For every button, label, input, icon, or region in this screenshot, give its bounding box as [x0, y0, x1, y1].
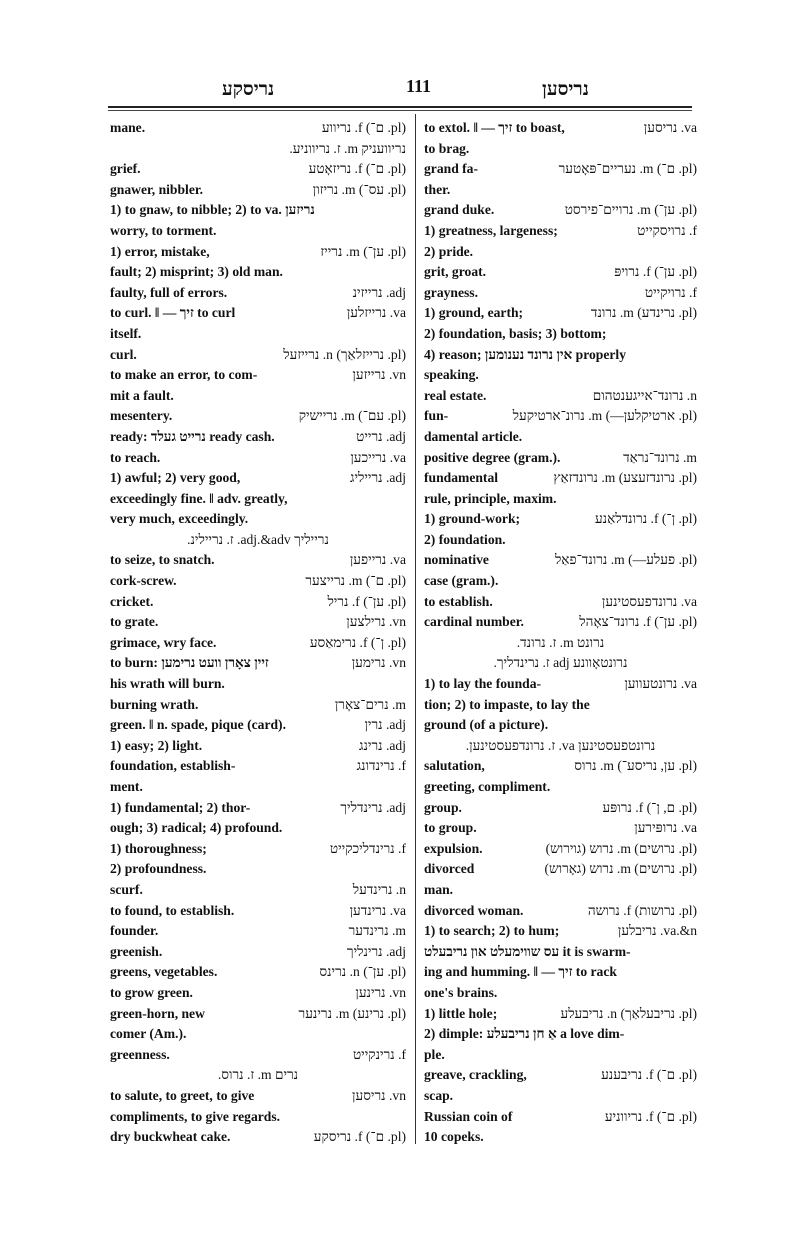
entry-yiddish: (pl. נרינע) m. נרינער	[298, 1005, 406, 1021]
entry-english: to burn: זיין צאָרן וועט נרימען	[110, 655, 269, 671]
entry-english: greens, vegetables.	[110, 964, 218, 980]
entry-english: 1) to lay the founda-	[424, 676, 542, 692]
entry-line	[424, 880, 697, 901]
entry-english: group.	[424, 799, 462, 815]
entry-line	[424, 736, 697, 757]
header-rule	[108, 106, 692, 108]
entry-line	[424, 324, 697, 345]
entry-line	[110, 942, 406, 963]
entry-line	[424, 633, 697, 654]
entry-yiddish: adj. נרין	[364, 717, 406, 733]
entry-line	[110, 406, 406, 427]
entry-yiddish: (pl. נרינדע) m. נרונד	[590, 305, 697, 321]
entry-yiddish: (pl. נריבעלאַך) n. נריבעלע	[560, 1005, 697, 1021]
entry-yiddish: n. נרינדעל	[352, 881, 406, 897]
entry-line	[110, 653, 406, 674]
entry-line	[110, 859, 406, 880]
entry-english: to grate.	[110, 614, 159, 630]
entry-english: founder.	[110, 923, 159, 939]
entry-english: cork-screw.	[110, 573, 177, 589]
entry-yiddish: m. נרונד־נראַד	[623, 449, 697, 465]
entry-yiddish: (pl. נרושים) m. נרוש (גאָרוש)	[544, 861, 697, 877]
entry-yiddish: adj. נרייזינ	[352, 284, 406, 300]
entry-english: divorced	[424, 861, 475, 877]
entry-english: 2) foundation.	[424, 531, 506, 547]
entry-yiddish: (pl. ען־) f. נרונד־צאָהל	[579, 614, 697, 630]
entry-english: mane.	[110, 120, 146, 135]
entry-line	[424, 839, 697, 860]
entry-yiddish: (pl. ם־) f. נריווע	[321, 120, 406, 135]
entry-english: foundation, establish-	[110, 758, 236, 774]
entry-line	[424, 200, 697, 221]
entry-line	[110, 1065, 406, 1086]
entry-english: divorced woman.	[424, 902, 524, 918]
entry-yiddish: adj. נרינליך	[346, 943, 406, 959]
entry-yiddish: (pl. ען־) m. נרויים־פירסט	[564, 202, 697, 218]
entry-english: damental article.	[424, 428, 523, 444]
entry-line	[424, 674, 697, 695]
entry-english: mesentery.	[110, 408, 173, 424]
entry-yiddish: (pl. עס־) m. נריזון	[312, 181, 406, 197]
entry-english: to seize, to snatch.	[110, 552, 215, 568]
entry-line	[424, 942, 697, 963]
entry-english: 1) awful; 2) very good,	[110, 470, 241, 486]
entry-yiddish: n. נרונד־אייגענטהום	[592, 387, 697, 403]
entry-line	[424, 921, 697, 942]
entry-line	[424, 345, 697, 366]
entry-line	[424, 365, 697, 386]
entry-line	[424, 427, 697, 448]
entry-english: grit, groat.	[424, 264, 487, 280]
entry-line	[424, 962, 697, 983]
entry-english: 2) dimple: אַ חן נריבעלע a love dim-	[424, 1026, 625, 1042]
entry-english: ment.	[110, 779, 143, 794]
entry-line	[110, 674, 406, 695]
entry-english: fundamental	[424, 470, 499, 486]
entry-english: his wrath will burn.	[110, 676, 225, 692]
entry-english: grand duke.	[424, 202, 495, 218]
entry-english: to salute, to greet, to give	[110, 1087, 255, 1103]
entry-yiddish: adj. נרינג	[359, 737, 406, 753]
entry-line	[110, 983, 406, 1004]
entry-english: Russian coin of	[424, 1108, 513, 1124]
entry-yiddish: f. נרויקייט	[644, 284, 697, 300]
entry-line	[424, 592, 697, 613]
entry-line	[110, 324, 406, 345]
entry-english: scurf.	[110, 881, 143, 897]
entry-line	[424, 180, 697, 201]
entry-english: worry, to torment.	[110, 222, 217, 238]
entry-english: ough; 3) radical; 4) profound.	[110, 820, 283, 836]
entry-yiddish: (pl. ען, נריסע־) m. נרוס	[574, 758, 697, 774]
entry-english: real estate.	[424, 387, 487, 403]
entry-line	[424, 818, 697, 839]
entry-english: tion; 2) to impaste, to lay the	[424, 696, 590, 712]
entry-english: 2) pride.	[424, 243, 474, 259]
entry-line	[110, 962, 406, 983]
entry-line	[424, 1107, 697, 1128]
left-guide-word: נריסקע	[222, 78, 275, 100]
entry-yiddish: (pl. ם, ן־) f. נרופּע	[602, 799, 697, 815]
entry-line	[110, 736, 406, 757]
entry-english: to brag.	[424, 140, 470, 156]
entry-line	[424, 489, 697, 510]
entry-yiddish: נרים m. ז. נרוס.	[217, 1067, 299, 1083]
entry-line	[110, 118, 406, 139]
entry-yiddish: (pl. ם־) f. נריזאָטע	[308, 161, 406, 177]
entry-english: to grow green.	[110, 984, 193, 1000]
entry-yiddish: נרייליך adj.&adv. ז. נריילינ.	[187, 531, 329, 547]
entry-line	[424, 1024, 697, 1045]
entry-yiddish: va. נרונדפעסטינען	[601, 593, 697, 609]
entry-line	[110, 695, 406, 716]
entry-line	[110, 386, 406, 407]
entry-line	[110, 221, 406, 242]
entry-english: comer (Am.).	[110, 1026, 187, 1042]
entry-yiddish: vn. נרילצען	[346, 614, 406, 630]
entry-english: itself.	[110, 325, 142, 341]
entry-line	[110, 715, 406, 736]
entry-yiddish: va. נרופּירען	[634, 820, 697, 836]
entry-english: 1) to search; 2) to hum;	[424, 923, 560, 939]
entry-line	[110, 1004, 406, 1025]
entry-line	[424, 901, 697, 922]
entry-yiddish: (pl. נרייזלאַך) n. נרייזעל	[283, 346, 406, 362]
entry-line	[424, 715, 697, 736]
entry-line	[110, 345, 406, 366]
header-rule-thin	[108, 110, 692, 111]
entry-line	[424, 406, 697, 427]
entry-english: greenish.	[110, 943, 163, 959]
entry-yiddish: (pl. נרושים) m. נרוש (גוירוש)	[545, 840, 697, 856]
entry-line	[110, 242, 406, 263]
entry-yiddish: (pl. ען־) f. נרויפּ	[614, 264, 697, 280]
entry-english: man.	[424, 881, 454, 897]
entry-yiddish: (pl. ן־) f. נרימאַסע	[309, 634, 406, 650]
entry-line	[110, 468, 406, 489]
entry-yiddish: f. נרינדונג	[356, 758, 406, 774]
entry-line	[110, 633, 406, 654]
entry-line	[424, 777, 697, 798]
entry-english: ing and humming. ‖ — זיך to rack	[424, 964, 617, 980]
entry-yiddish: f. נרינקייט	[352, 1046, 406, 1062]
entry-english: 1) easy; 2) light.	[110, 737, 203, 753]
entry-english: ple.	[424, 1046, 445, 1062]
entry-yiddish: (pl. ארטיקלען—) m. נרונ־ארטיקעל	[512, 408, 697, 424]
entry-english: rule, principle, maxim.	[424, 490, 557, 506]
entry-line	[424, 550, 697, 571]
entry-english: to make an error, to com-	[110, 367, 258, 383]
entry-line	[110, 365, 406, 386]
entry-english: עס שווימעלט און נריבעלט it is swarm-	[424, 943, 631, 959]
entry-line	[110, 592, 406, 613]
entry-english: speaking.	[424, 367, 479, 383]
entry-line	[424, 303, 697, 324]
entry-line	[424, 612, 697, 633]
entry-line	[110, 489, 406, 510]
entry-line	[424, 653, 697, 674]
entry-english: mit a fault.	[110, 387, 174, 403]
entry-line	[110, 1024, 406, 1045]
entry-line	[110, 921, 406, 942]
entry-line	[424, 983, 697, 1004]
entry-line	[424, 139, 697, 160]
entry-english: fault; 2) misprint; 3) old man.	[110, 264, 283, 280]
entry-line	[110, 448, 406, 469]
entry-english: gnawer, nibbler.	[110, 181, 204, 197]
entry-english: burning wrath.	[110, 696, 199, 712]
right-column	[424, 118, 697, 1148]
entry-yiddish: נרונטאָוונע adj ז. נרינדליך.	[493, 655, 628, 671]
entry-line	[110, 777, 406, 798]
entry-line	[110, 798, 406, 819]
entry-line	[110, 1127, 406, 1148]
entry-line	[424, 509, 697, 530]
entry-english: to curl. ‖ — זיך to curl	[110, 305, 236, 321]
entry-yiddish: f. נרינדליכקייט	[329, 840, 406, 856]
entry-line	[424, 448, 697, 469]
entry-english: grief.	[110, 161, 141, 177]
entry-english: 2) profoundness.	[110, 861, 207, 877]
entry-english: very much, exceedingly.	[110, 511, 249, 527]
entry-line	[110, 1045, 406, 1066]
entry-line	[424, 242, 697, 263]
entry-english: grand fa-	[424, 161, 478, 177]
entry-line	[424, 1065, 697, 1086]
entry-yiddish: (pl. ן־) f. נרונדלאַנע	[594, 511, 697, 527]
entry-yiddish: (pl. ען־) f. נריל	[327, 593, 406, 609]
entry-yiddish: va. נרייפען	[349, 552, 406, 568]
entry-line	[110, 530, 406, 551]
entry-english: to reach.	[110, 449, 161, 465]
entry-english: scap.	[424, 1087, 454, 1103]
entry-yiddish: m. נרינדער	[348, 923, 406, 939]
entry-line	[110, 550, 406, 571]
entry-line	[424, 468, 697, 489]
entry-yiddish: f. נרויסקייט	[637, 222, 697, 238]
entry-line	[424, 221, 697, 242]
entry-english: cricket.	[110, 593, 154, 609]
column-divider	[415, 114, 416, 1144]
entry-yiddish: (pl. נרונדזעצע) m. נרונדזאַץ	[553, 470, 697, 486]
right-guide-word: נריסען	[542, 78, 589, 100]
entry-line	[424, 262, 697, 283]
entry-line	[110, 139, 406, 160]
entry-line	[110, 1086, 406, 1107]
entry-yiddish: (pl. ם־) f. נריבענע	[601, 1067, 697, 1083]
entry-yiddish: נרונטפעסטינען va. ז. נרונדפעסטינען.	[465, 737, 656, 753]
entry-line	[424, 1045, 697, 1066]
entry-yiddish: adj. נרייליג	[349, 470, 406, 486]
entry-english: faulty, full of errors.	[110, 284, 228, 300]
entry-yiddish: (pl. ען־) m. נרייז	[320, 243, 406, 259]
entry-line	[424, 386, 697, 407]
entry-line	[110, 756, 406, 777]
entry-line	[110, 818, 406, 839]
entry-yiddish: (pl. ם־) f. נריסקע	[313, 1129, 406, 1145]
entry-english: nominative	[424, 552, 489, 568]
entry-english: ther.	[424, 181, 451, 197]
entry-english: case (gram.).	[424, 573, 499, 589]
entry-line	[110, 571, 406, 592]
entry-line	[424, 798, 697, 819]
entry-line	[110, 200, 406, 221]
entry-english: 2) foundation, basis; 3) bottom;	[424, 325, 607, 341]
entry-line	[110, 612, 406, 633]
entry-yiddish: (pl. ם־) m. נעריים־פּאָטער	[558, 161, 697, 177]
entry-yiddish: va. נרייזלען	[346, 305, 406, 321]
entry-english: 1) greatness, largeness;	[424, 222, 558, 238]
entry-yiddish: (pl. ם־) f. נריווניע	[604, 1108, 697, 1124]
entry-yiddish: (pl. עם־) m. נריישיק	[298, 408, 406, 424]
entry-english: 1) error, mistake,	[110, 243, 210, 259]
entry-english: green-horn, new	[110, 1005, 205, 1021]
entry-line	[424, 118, 697, 139]
entry-yiddish: va.&n. נריבלען	[617, 923, 697, 939]
entry-yiddish: adj. נרייט	[356, 428, 406, 444]
left-column	[110, 118, 406, 1148]
entry-english: curl.	[110, 346, 137, 362]
entry-english: 1) little hole;	[424, 1005, 498, 1021]
entry-english: to extol. ‖ — זיך to boast,	[424, 120, 565, 135]
entry-line	[424, 159, 697, 180]
entry-yiddish: adj. נרינדליך	[340, 799, 406, 815]
entry-line	[424, 756, 697, 777]
entry-english: 10 copeks.	[424, 1129, 484, 1145]
entry-yiddish: נרונט m. ז. נרונד.	[516, 634, 605, 650]
entry-line	[424, 1086, 697, 1107]
entry-line	[424, 1004, 697, 1025]
entry-line	[110, 1107, 406, 1128]
entry-english: greave, crackling,	[424, 1067, 527, 1083]
entry-yiddish: vn. נרינען	[355, 984, 406, 1000]
entry-english: salutation,	[424, 758, 485, 774]
entry-line	[424, 1127, 697, 1148]
entry-english: dry buckwheat cake.	[110, 1129, 231, 1145]
entry-line	[424, 571, 697, 592]
entry-english: to group.	[424, 820, 477, 836]
entry-line	[110, 880, 406, 901]
entry-english: ground (of a picture).	[424, 717, 549, 733]
entry-line	[110, 262, 406, 283]
entry-line	[424, 695, 697, 716]
page-header	[110, 74, 692, 104]
entry-yiddish: vn. נריסען	[352, 1087, 406, 1103]
entry-english: cardinal number.	[424, 614, 524, 630]
entry-english: green. ‖ n. spade, pique (card).	[110, 717, 286, 733]
entry-english: to establish.	[424, 593, 493, 609]
entry-yiddish: va. נרינדען	[349, 902, 406, 918]
entry-english: 1) to gnaw, to nibble; 2) to va. נריזען	[110, 202, 315, 218]
entry-english: 1) ground, earth;	[424, 305, 524, 321]
entry-line	[424, 859, 697, 880]
entry-line	[110, 303, 406, 324]
entry-english: greeting, compliment.	[424, 779, 551, 794]
entry-line	[110, 901, 406, 922]
entry-english: 1) thoroughness;	[110, 840, 207, 856]
entry-english: 4) reason; אין נרונד נענומען properly	[424, 346, 626, 362]
entry-line	[110, 159, 406, 180]
entry-english: expulsion.	[424, 840, 483, 856]
entry-line	[110, 839, 406, 860]
entry-line	[424, 530, 697, 551]
entry-yiddish: (pl. פעלע—) m. נרונד־פאַל	[554, 552, 697, 568]
entry-line	[110, 283, 406, 304]
entry-english: greenness.	[110, 1046, 170, 1062]
entry-yiddish: נריוועניק m. ז. נריווניע.	[289, 140, 406, 156]
entry-english: 1) fundamental; 2) thor-	[110, 799, 251, 815]
entry-english: compliments, to give regards.	[110, 1108, 281, 1124]
entry-yiddish: vn. נרייזען	[352, 367, 406, 383]
entry-line	[110, 427, 406, 448]
entry-english: ready: נרייט געלד ready cash.	[110, 428, 275, 444]
entry-english: one's brains.	[424, 984, 498, 1000]
entry-english: fun-	[424, 408, 449, 424]
entry-yiddish: va. נריסען	[643, 120, 697, 135]
entry-english: exceedingly fine. ‖ adv. greatly,	[110, 490, 288, 506]
entry-yiddish: vn. נרימען	[351, 655, 406, 671]
entry-english: positive degree (gram.).	[424, 449, 561, 465]
entry-line	[110, 180, 406, 201]
entry-yiddish: va. נרייכען	[350, 449, 406, 465]
entry-yiddish: (pl. ען־) n. נרינס	[319, 964, 406, 980]
entry-english: 1) ground-work;	[424, 511, 521, 527]
entry-yiddish: (pl. ם־) m. נרייצער	[305, 573, 406, 589]
entry-english: grayness.	[424, 284, 478, 300]
entry-yiddish: m. נרים־צאָרן	[334, 696, 406, 712]
entry-english: to found, to establish.	[110, 902, 235, 918]
page-number: 111	[406, 76, 432, 96]
entry-english: grimace, wry face.	[110, 634, 217, 650]
entry-line	[424, 283, 697, 304]
entry-yiddish: va. נרונטעווען	[624, 676, 697, 692]
entry-line	[110, 509, 406, 530]
entry-yiddish: (pl. נרושות) f. נרושה	[587, 902, 697, 918]
